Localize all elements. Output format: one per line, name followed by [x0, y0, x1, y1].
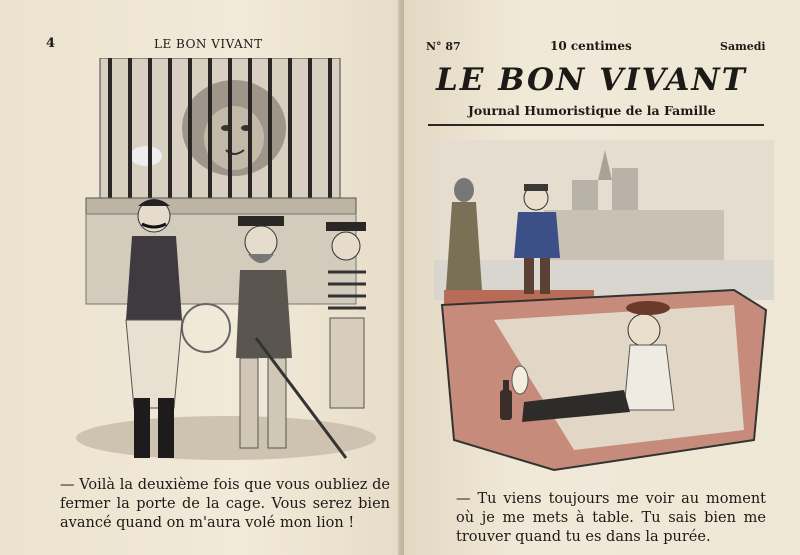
- page-number: 4: [46, 36, 56, 51]
- right-page: [404, 0, 800, 555]
- price: 10 centimes: [550, 39, 632, 53]
- lion-cage-illustration: [56, 58, 386, 468]
- right-caption: — Tu viens toujours me voir au moment où je me mets à table. Tu sais bien me trouver quand tu es dans la purée.: [456, 491, 766, 545]
- boat-illustration: [434, 140, 774, 485]
- day: Samedi: [720, 40, 766, 53]
- issue-number: N° 87: [426, 40, 461, 53]
- masthead-title: LE BON VIVANT: [436, 62, 747, 98]
- running-title: LE BON VIVANT: [154, 37, 263, 51]
- masthead-rule: [428, 124, 764, 126]
- left-caption: — Voilà la deuxième fois que vous oubliez de fermer la porte de la cage. Vous serez bien avancé quand on m'aura volé mon lion !: [60, 477, 390, 531]
- masthead-subtitle: Journal Humoristique de la Famille: [468, 103, 716, 118]
